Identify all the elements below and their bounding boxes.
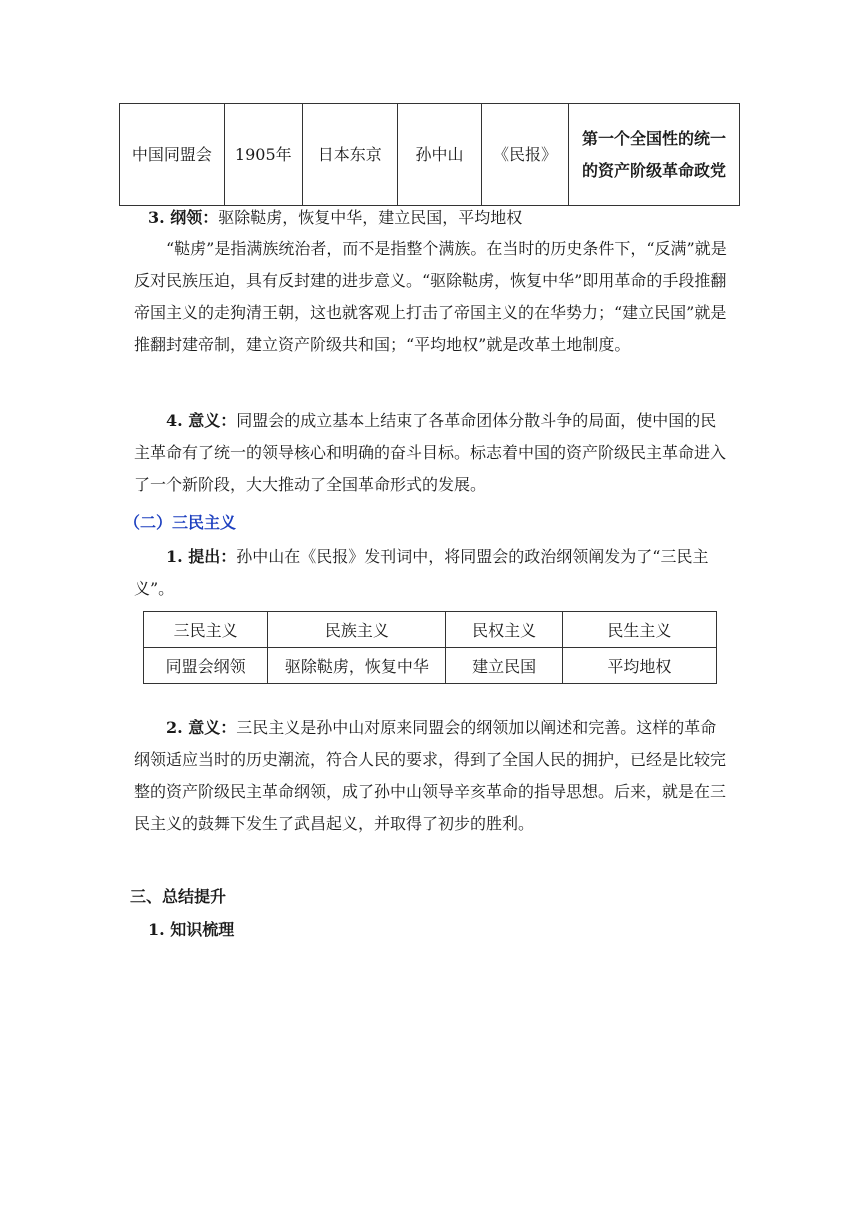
program-label: 3. 纲领： (148, 208, 219, 227)
sanmin-table (143, 611, 717, 684)
proposal-label: 1. 提出： (166, 547, 237, 566)
program-text: 驱除鞑虏，恢复中华，建立民国，平均地权 (218, 208, 523, 227)
proposal-text: 孙中山在《民报》发刊词中，将同盟会的政治纲领阐发为了“三民主义”。 (134, 547, 709, 598)
significance-label: 4. 意义： (166, 411, 237, 430)
table-cell: 驱除鞑虏，恢复中华 (268, 648, 446, 684)
nature-cell: 第一个全国性的统一的资产阶级革命政党 (568, 104, 739, 206)
section-heading-sanmin: （二）三民主义 (124, 513, 237, 532)
proposal-paragraph (134, 541, 730, 605)
table-header-cell: 民族主义 (268, 612, 446, 648)
leader-cell: 孙中山 (397, 104, 481, 206)
newspaper-cell: 《民报》 (482, 104, 569, 206)
significance-paragraph (134, 405, 730, 501)
table-cell: 同盟会纲领 (144, 648, 268, 684)
table-row (120, 104, 740, 206)
program-explanation: “鞑虏”是指满族统治者，而不是指整个满族。在当时的历史条件下，“反满”就是反对民族压迫，具有反封建的进步意义。“驱除鞑虏，恢复中华”即用革命的手段推翻帝国主义的走狗清王朝，这也就客观上打击了帝国主义的在华势力；“建立民国”就是推翻封建帝制，建立资产阶级共和国；“平均地权”就是改革土地制度。 (134, 239, 727, 354)
meaning-label: 2. 意义： (166, 718, 237, 737)
table-row (144, 612, 717, 648)
program-line (148, 202, 738, 234)
table-row (144, 648, 717, 684)
table-cell: 平均地权 (562, 648, 716, 684)
table-header-cell: 民生主义 (562, 612, 716, 648)
knowledge-review-item: 1. 知识梳理 (148, 920, 235, 939)
section-heading-summary: 三、总结提升 (130, 887, 227, 906)
significance-text: 同盟会的成立基本上结束了各革命团体分散斗争的局面，使中国的民主革命有了统一的领导核心和明确的奋斗目标。标志着中国的资产阶级民主革命进入了一个新阶段，大大推动了全国革命形式的发展。 (134, 411, 727, 494)
meaning-paragraph (134, 712, 730, 840)
meaning-text: 三民主义是孙中山对原来同盟会的纲领加以阐述和完善。这样的革命纲领适应当时的历史潮流，符合人民的要求，得到了全国人民的拥护，已经是比较完整的资产阶级民主革命纲领，成了孙中山领导辛亥革命的指导思想。后来，就是在三民主义的鼓舞下发生了武昌起义，并取得了初步的胜利。 (134, 718, 727, 833)
organization-table (119, 103, 740, 206)
table-header-cell: 三民主义 (144, 612, 268, 648)
table-header-cell: 民权主义 (446, 612, 562, 648)
table-cell: 建立民国 (446, 648, 562, 684)
founding-year-cell: 1905年 (224, 104, 302, 206)
org-name-cell: 中国同盟会 (120, 104, 225, 206)
founding-place-cell: 日本东京 (302, 104, 397, 206)
